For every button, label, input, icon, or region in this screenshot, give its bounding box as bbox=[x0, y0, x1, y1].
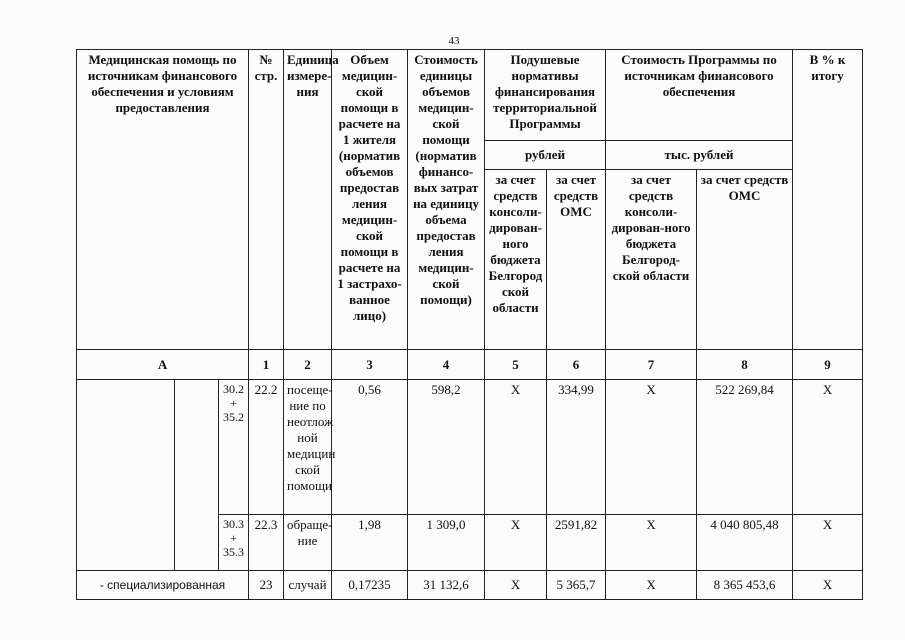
volume-value: 0,17235 bbox=[332, 571, 408, 600]
line-number: 22.2 bbox=[249, 380, 284, 515]
column-number-a: А bbox=[77, 350, 249, 380]
column-number-7: 7 bbox=[606, 350, 697, 380]
program-cost-table bbox=[76, 49, 863, 600]
volume-value: 1,98 bbox=[332, 515, 408, 571]
header-line-number: № стр. bbox=[249, 50, 284, 350]
column-number-9: 9 bbox=[793, 350, 863, 380]
header-per-capita-oms: за счет средств ОМС bbox=[547, 170, 606, 350]
table-row bbox=[77, 571, 863, 600]
cost-budget-value: X bbox=[606, 515, 697, 571]
column-number-2: 2 bbox=[284, 350, 332, 380]
per-capita-budget-value: X bbox=[485, 515, 547, 571]
column-number-8: 8 bbox=[697, 350, 793, 380]
cost-oms-value: 522 269,84 bbox=[697, 380, 793, 515]
column-number-6: 6 bbox=[547, 350, 606, 380]
reference-lines: 30.2 + 35.2 bbox=[219, 380, 249, 515]
header-care-type: Медицинская помощь по источникам финансового обеспечения и условиям предоставления bbox=[77, 50, 249, 350]
per-capita-oms-value: 5 365,7 bbox=[547, 571, 606, 600]
header-unit: Единица измере-ния bbox=[284, 50, 332, 350]
unit-of-measure: посеще-ние по неотлож ной медицин ской помощи bbox=[284, 380, 332, 515]
per-capita-budget-value: X bbox=[485, 380, 547, 515]
cost-oms-value: 8 365 453,6 bbox=[697, 571, 793, 600]
column-number-1: 1 bbox=[249, 350, 284, 380]
percent-value: X bbox=[793, 380, 863, 515]
volume-value: 0,56 bbox=[332, 380, 408, 515]
header-volume: Объем медицин-ской помощи в расчете на 1 жителя (норматив объемов предостав ления медицин-ской помощи в расчете на 1 застрахо-ванное лицо) bbox=[332, 50, 408, 350]
label-blank-cell bbox=[77, 380, 175, 571]
column-number-row bbox=[77, 350, 863, 380]
header-per-capita-budget: за счет средств консоли-дирован-ного бюджета Белгород ской области bbox=[485, 170, 547, 350]
header-percent: В % к итогу bbox=[793, 50, 863, 350]
per-capita-oms-value: 2591,82 bbox=[547, 515, 606, 571]
unit-cost-value: 1 309,0 bbox=[408, 515, 485, 571]
header-program-cost-group: Стоимость Программы по источникам финансового обеспечения bbox=[606, 50, 793, 141]
line-number: 23 bbox=[249, 571, 284, 600]
percent-value: X bbox=[793, 571, 863, 600]
unit-of-measure: случай bbox=[284, 571, 332, 600]
header-cost-budget: за счет средств консоли-дирован-ного бюджета Белгород-ской области bbox=[606, 170, 697, 350]
header-unit-rubles: рублей bbox=[485, 141, 606, 170]
column-number-4: 4 bbox=[408, 350, 485, 380]
cost-budget-value: X bbox=[606, 571, 697, 600]
per-capita-budget-value: X bbox=[485, 571, 547, 600]
header-cost-oms: за счет средств ОМС bbox=[697, 170, 793, 350]
percent-value: X bbox=[793, 515, 863, 571]
header-per-capita-group: Подушевые нормативы финансирования территориальной Программы bbox=[485, 50, 606, 141]
cost-oms-value: 4 040 805,48 bbox=[697, 515, 793, 571]
header-unit-thousand-rubles: тыс. рублей bbox=[606, 141, 793, 170]
per-capita-oms-value: 334,99 bbox=[547, 380, 606, 515]
line-number: 22.3 bbox=[249, 515, 284, 571]
unit-cost-value: 598,2 bbox=[408, 380, 485, 515]
row-label-specialized: - специализированная bbox=[77, 571, 249, 600]
header-unit-cost: Стоимость единицы объемов медицин-ской помощи (норматив финансо-вых затрат на единицу объема предостав ления медицин-ской помощи) bbox=[408, 50, 485, 350]
reference-lines: 30.3 + 35.3 bbox=[219, 515, 249, 571]
unit-of-measure: обраще-ние bbox=[284, 515, 332, 571]
header-row bbox=[77, 50, 863, 141]
column-number-5: 5 bbox=[485, 350, 547, 380]
table-row bbox=[77, 380, 863, 515]
page-number: 43 bbox=[448, 35, 460, 47]
cost-budget-value: X bbox=[606, 380, 697, 515]
label-blank-cell bbox=[175, 380, 219, 571]
column-number-3: 3 bbox=[332, 350, 408, 380]
unit-cost-value: 31 132,6 bbox=[408, 571, 485, 600]
